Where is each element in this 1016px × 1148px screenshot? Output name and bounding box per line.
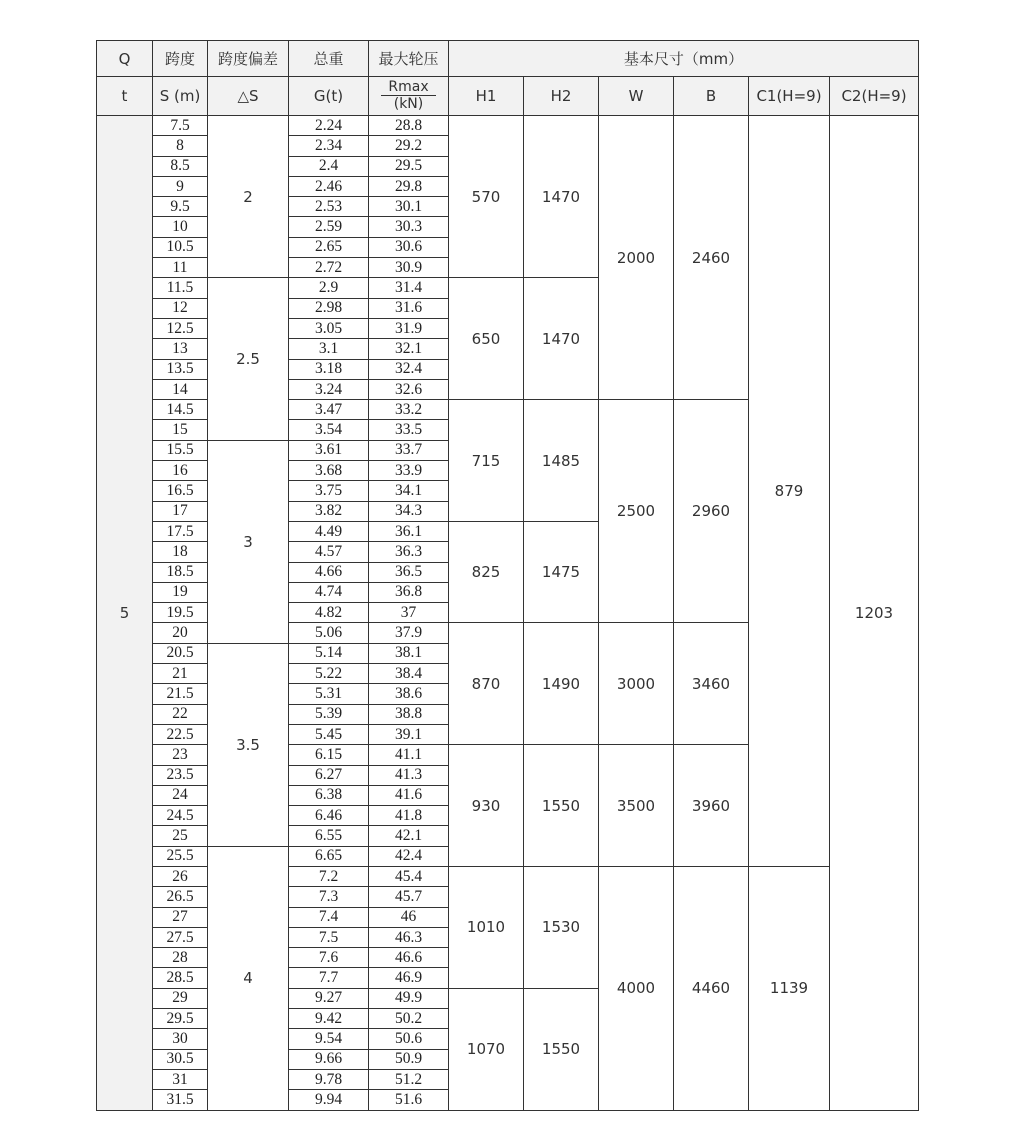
rmax-cell: 41.1 xyxy=(369,745,449,765)
rmax-cell: 31.4 xyxy=(369,278,449,298)
rmax-cell: 33.7 xyxy=(369,440,449,460)
span-cell: 24 xyxy=(153,785,208,805)
span-cell: 25 xyxy=(153,826,208,846)
total-weight-cell: 5.31 xyxy=(289,684,369,704)
header-c2: C2(H=9) xyxy=(830,77,919,116)
header-h1: H1 xyxy=(449,77,524,116)
span-cell: 7.5 xyxy=(153,116,208,136)
total-weight-cell: 7.6 xyxy=(289,948,369,968)
span-cell: 16 xyxy=(153,461,208,481)
rmax-cell: 31.6 xyxy=(369,298,449,318)
h2-cell: 1470 xyxy=(524,116,599,278)
total-weight-cell: 9.54 xyxy=(289,1029,369,1049)
w-cell: 3500 xyxy=(599,745,674,867)
c1-cell: 1139 xyxy=(749,866,830,1110)
rmax-cell: 30.3 xyxy=(369,217,449,237)
span-cell: 14.5 xyxy=(153,400,208,420)
span-cell: 29.5 xyxy=(153,1009,208,1029)
rmax-cell: 38.1 xyxy=(369,643,449,663)
rmax-cell: 32.6 xyxy=(369,379,449,399)
table-body xyxy=(97,116,919,1111)
total-weight-cell: 4.49 xyxy=(289,521,369,541)
span-cell: 31.5 xyxy=(153,1090,208,1110)
span-cell: 15 xyxy=(153,420,208,440)
total-weight-cell: 2.72 xyxy=(289,258,369,278)
rmax-cell: 36.3 xyxy=(369,542,449,562)
total-weight-cell: 7.3 xyxy=(289,887,369,907)
total-weight-cell: 3.47 xyxy=(289,400,369,420)
span-cell: 27 xyxy=(153,907,208,927)
delta-s-cell: 4 xyxy=(208,846,289,1110)
header-max-wheel-pressure: 最大轮压 xyxy=(369,41,449,77)
span-cell: 29 xyxy=(153,988,208,1008)
h2-cell: 1530 xyxy=(524,866,599,988)
b-cell: 3960 xyxy=(674,745,749,867)
header-span: 跨度 xyxy=(153,41,208,77)
span-cell: 31 xyxy=(153,1069,208,1089)
rmax-cell: 39.1 xyxy=(369,724,449,744)
rmax-cell: 29.5 xyxy=(369,156,449,176)
total-weight-cell: 3.18 xyxy=(289,359,369,379)
rmax-cell: 46.9 xyxy=(369,968,449,988)
header-span-deviation: 跨度偏差 xyxy=(208,41,289,77)
rmax-cell: 38.4 xyxy=(369,664,449,684)
rmax-cell: 33.9 xyxy=(369,461,449,481)
h1-cell: 715 xyxy=(449,400,524,522)
total-weight-cell: 2.4 xyxy=(289,156,369,176)
total-weight-cell: 7.5 xyxy=(289,927,369,947)
rmax-cell: 30.6 xyxy=(369,237,449,257)
w-cell: 3000 xyxy=(599,623,674,745)
total-weight-cell: 6.38 xyxy=(289,785,369,805)
total-weight-cell: 9.27 xyxy=(289,988,369,1008)
h2-cell: 1475 xyxy=(524,521,599,622)
span-cell: 19 xyxy=(153,582,208,602)
rmax-cell: 46.3 xyxy=(369,927,449,947)
span-cell: 27.5 xyxy=(153,927,208,947)
total-weight-cell: 2.53 xyxy=(289,197,369,217)
h1-cell: 1070 xyxy=(449,988,524,1110)
span-cell: 8.5 xyxy=(153,156,208,176)
span-cell: 20.5 xyxy=(153,643,208,663)
rmax-cell: 29.2 xyxy=(369,136,449,156)
total-weight-cell: 2.9 xyxy=(289,278,369,298)
h2-cell: 1490 xyxy=(524,623,599,745)
rmax-cell: 28.8 xyxy=(369,116,449,136)
span-cell: 11.5 xyxy=(153,278,208,298)
delta-s-cell: 2.5 xyxy=(208,278,289,440)
rmax-cell: 42.4 xyxy=(369,846,449,866)
h2-cell: 1550 xyxy=(524,988,599,1110)
header-rmax xyxy=(369,77,449,116)
b-cell: 4460 xyxy=(674,866,749,1110)
span-cell: 18.5 xyxy=(153,562,208,582)
h2-cell: 1485 xyxy=(524,400,599,522)
h1-cell: 650 xyxy=(449,278,524,400)
span-cell: 15.5 xyxy=(153,440,208,460)
span-cell: 26 xyxy=(153,866,208,886)
total-weight-cell: 3.05 xyxy=(289,318,369,338)
span-cell: 10 xyxy=(153,217,208,237)
h1-cell: 1010 xyxy=(449,866,524,988)
rmax-cell: 34.1 xyxy=(369,481,449,501)
rmax-cell: 42.1 xyxy=(369,826,449,846)
rmax-cell: 36.1 xyxy=(369,521,449,541)
h1-cell: 825 xyxy=(449,521,524,622)
total-weight-cell: 7.4 xyxy=(289,907,369,927)
header-rmax-label: Rmax xyxy=(381,79,436,96)
c2-cell: 1203 xyxy=(830,116,919,1111)
span-cell: 23 xyxy=(153,745,208,765)
span-cell: 21.5 xyxy=(153,684,208,704)
total-weight-cell: 2.34 xyxy=(289,136,369,156)
rmax-cell: 29.8 xyxy=(369,176,449,196)
total-weight-cell: 2.59 xyxy=(289,217,369,237)
rmax-cell: 33.2 xyxy=(369,400,449,420)
span-cell: 26.5 xyxy=(153,887,208,907)
rmax-cell: 38.8 xyxy=(369,704,449,724)
c1-cell: 879 xyxy=(749,116,830,867)
total-weight-cell: 2.98 xyxy=(289,298,369,318)
span-cell: 19.5 xyxy=(153,603,208,623)
span-cell: 22.5 xyxy=(153,724,208,744)
header-b: B xyxy=(674,77,749,116)
total-weight-cell: 6.15 xyxy=(289,745,369,765)
total-weight-cell: 5.14 xyxy=(289,643,369,663)
header-w: W xyxy=(599,77,674,116)
total-weight-cell: 9.94 xyxy=(289,1090,369,1110)
span-cell: 10.5 xyxy=(153,237,208,257)
rmax-cell: 46.6 xyxy=(369,948,449,968)
total-weight-cell: 3.82 xyxy=(289,501,369,521)
rmax-cell: 32.1 xyxy=(369,339,449,359)
table-row xyxy=(97,116,919,136)
rmax-cell: 32.4 xyxy=(369,359,449,379)
span-cell: 12 xyxy=(153,298,208,318)
span-cell: 22 xyxy=(153,704,208,724)
span-cell: 9 xyxy=(153,176,208,196)
header-g-t: G(t) xyxy=(289,77,369,116)
total-weight-cell: 4.57 xyxy=(289,542,369,562)
span-cell: 28 xyxy=(153,948,208,968)
delta-s-cell: 2 xyxy=(208,116,289,278)
rmax-cell: 36.5 xyxy=(369,562,449,582)
total-weight-cell: 3.54 xyxy=(289,420,369,440)
crane-spec-table xyxy=(96,40,919,1111)
span-cell: 11 xyxy=(153,258,208,278)
total-weight-cell: 2.46 xyxy=(289,176,369,196)
span-cell: 20 xyxy=(153,623,208,643)
total-weight-cell: 3.68 xyxy=(289,461,369,481)
rmax-cell: 46 xyxy=(369,907,449,927)
total-weight-cell: 5.06 xyxy=(289,623,369,643)
delta-s-cell: 3 xyxy=(208,440,289,643)
b-cell: 2460 xyxy=(674,116,749,400)
span-cell: 12.5 xyxy=(153,318,208,338)
rmax-cell: 41.3 xyxy=(369,765,449,785)
h1-cell: 570 xyxy=(449,116,524,278)
span-cell: 16.5 xyxy=(153,481,208,501)
rmax-cell: 41.6 xyxy=(369,785,449,805)
total-weight-cell: 6.46 xyxy=(289,806,369,826)
header-basic-dimensions: 基本尺寸（mm） xyxy=(449,41,919,77)
total-weight-cell: 6.65 xyxy=(289,846,369,866)
w-cell: 4000 xyxy=(599,866,674,1110)
span-cell: 24.5 xyxy=(153,806,208,826)
total-weight-cell: 4.74 xyxy=(289,582,369,602)
rmax-cell: 41.8 xyxy=(369,806,449,826)
rmax-cell: 38.6 xyxy=(369,684,449,704)
rmax-cell: 50.9 xyxy=(369,1049,449,1069)
delta-s-cell: 3.5 xyxy=(208,643,289,846)
header-h2: H2 xyxy=(524,77,599,116)
rmax-cell: 33.5 xyxy=(369,420,449,440)
header-delta-s: △S xyxy=(208,77,289,116)
header-rmax-unit: (kN) xyxy=(393,96,424,112)
rmax-cell: 31.9 xyxy=(369,318,449,338)
span-cell: 25.5 xyxy=(153,846,208,866)
span-cell: 28.5 xyxy=(153,968,208,988)
total-weight-cell: 9.78 xyxy=(289,1069,369,1089)
span-cell: 30 xyxy=(153,1029,208,1049)
total-weight-cell: 9.66 xyxy=(289,1049,369,1069)
h1-cell: 870 xyxy=(449,623,524,745)
w-cell: 2000 xyxy=(599,116,674,400)
rmax-cell: 37 xyxy=(369,603,449,623)
total-weight-cell: 3.24 xyxy=(289,379,369,399)
header-q: Q xyxy=(97,41,153,77)
rmax-cell: 51.2 xyxy=(369,1069,449,1089)
total-weight-cell: 5.39 xyxy=(289,704,369,724)
span-cell: 8 xyxy=(153,136,208,156)
span-cell: 13 xyxy=(153,339,208,359)
total-weight-cell: 5.45 xyxy=(289,724,369,744)
rmax-cell: 30.9 xyxy=(369,258,449,278)
span-cell: 18 xyxy=(153,542,208,562)
total-weight-cell: 2.24 xyxy=(289,116,369,136)
rmax-cell: 45.7 xyxy=(369,887,449,907)
span-cell: 9.5 xyxy=(153,197,208,217)
rmax-cell: 50.2 xyxy=(369,1009,449,1029)
span-cell: 23.5 xyxy=(153,765,208,785)
b-cell: 3460 xyxy=(674,623,749,745)
rmax-cell: 36.8 xyxy=(369,582,449,602)
span-cell: 17 xyxy=(153,501,208,521)
h2-cell: 1550 xyxy=(524,745,599,867)
rmax-cell: 45.4 xyxy=(369,866,449,886)
span-cell: 13.5 xyxy=(153,359,208,379)
total-weight-cell: 5.22 xyxy=(289,664,369,684)
rmax-cell: 50.6 xyxy=(369,1029,449,1049)
rmax-cell: 49.9 xyxy=(369,988,449,1008)
header-total-weight: 总重 xyxy=(289,41,369,77)
total-weight-cell: 9.42 xyxy=(289,1009,369,1029)
total-weight-cell: 3.1 xyxy=(289,339,369,359)
header-s-m: S (m) xyxy=(153,77,208,116)
h1-cell: 930 xyxy=(449,745,524,867)
rmax-cell: 51.6 xyxy=(369,1090,449,1110)
total-weight-cell: 3.75 xyxy=(289,481,369,501)
total-weight-cell: 3.61 xyxy=(289,440,369,460)
rmax-cell: 37.9 xyxy=(369,623,449,643)
span-cell: 17.5 xyxy=(153,521,208,541)
header-t: t xyxy=(97,77,153,116)
rmax-cell: 30.1 xyxy=(369,197,449,217)
total-weight-cell: 7.2 xyxy=(289,866,369,886)
header-c1: C1(H=9) xyxy=(749,77,830,116)
total-weight-cell: 4.82 xyxy=(289,603,369,623)
total-weight-cell: 6.27 xyxy=(289,765,369,785)
total-weight-cell: 6.55 xyxy=(289,826,369,846)
total-weight-cell: 7.7 xyxy=(289,968,369,988)
h2-cell: 1470 xyxy=(524,278,599,400)
total-weight-cell: 4.66 xyxy=(289,562,369,582)
w-cell: 2500 xyxy=(599,400,674,623)
b-cell: 2960 xyxy=(674,400,749,623)
span-cell: 21 xyxy=(153,664,208,684)
q-value-cell: 5 xyxy=(97,116,153,1111)
rmax-cell: 34.3 xyxy=(369,501,449,521)
span-cell: 30.5 xyxy=(153,1049,208,1069)
span-cell: 14 xyxy=(153,379,208,399)
total-weight-cell: 2.65 xyxy=(289,237,369,257)
